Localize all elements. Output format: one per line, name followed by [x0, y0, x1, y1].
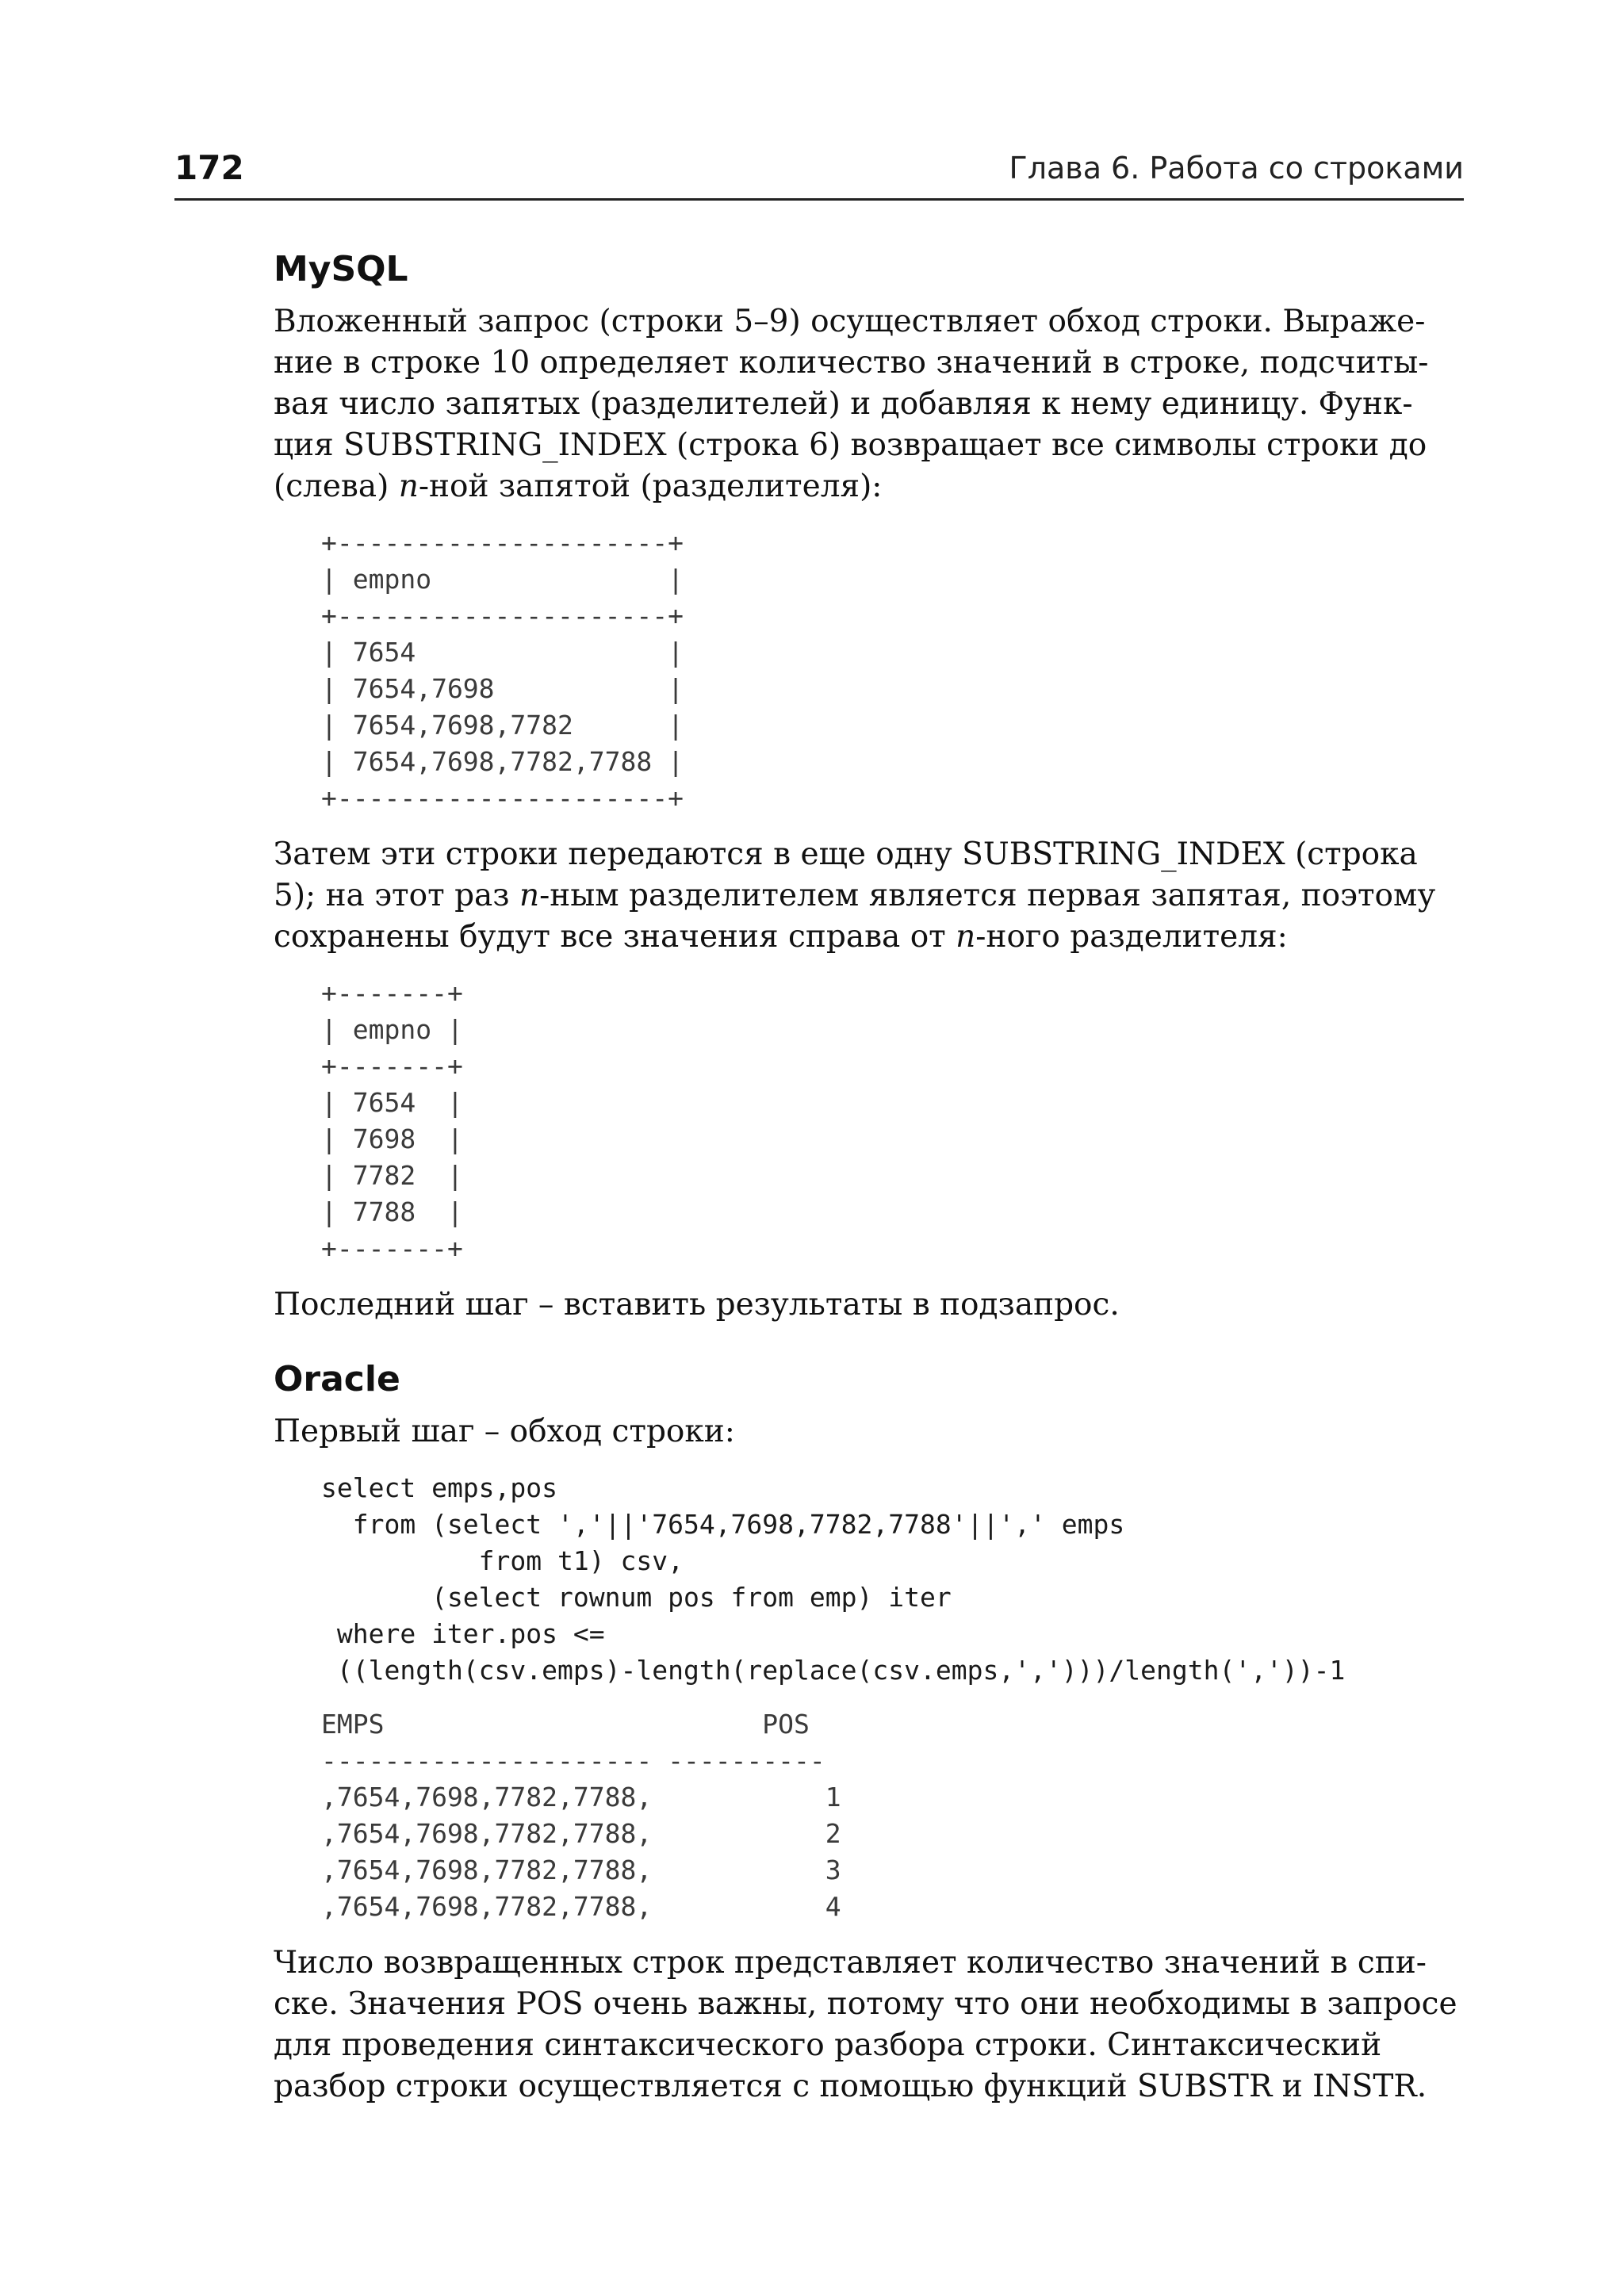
- mysql-paragraph-1: [274, 301, 1465, 507]
- table-line: | 7654,7698,7782,7788 |: [321, 746, 684, 777]
- text-fragment: -ным разделителем является первая запятая, поэтому: [539, 878, 1436, 913]
- table-line: | empno |: [321, 564, 684, 595]
- code-line: ((length(csv.emps)-length(replace(csv.emps,',')))/length(','))-1: [321, 1655, 1346, 1686]
- table-line: ,7654,7698,7782,7788, 2: [321, 1818, 841, 1849]
- table-line: --------------------- ----------: [321, 1745, 825, 1776]
- oracle-paragraph-1: Первый шаг – обход строки:: [274, 1414, 735, 1449]
- text-line: Затем эти строки передаются в еще одну SUBSTRING_INDEX (строка: [274, 836, 1418, 872]
- table-line: | 7654 |: [321, 637, 684, 668]
- text-line: для проведения синтаксического разбора строки. Синтаксический: [274, 2027, 1382, 2063]
- text-line: разбор строки осуществляется с помощью функций SUBSTR и INSTR.: [274, 2069, 1427, 2104]
- oracle-paragraph-2: [274, 1943, 1465, 2107]
- text-line: Число возвращенных строк представляет количество значений в спи-: [274, 1945, 1427, 1981]
- mysql-result-table-1: [274, 525, 1465, 817]
- text-line: ние в строке 10 определяет количество значений в строке, подсчиты-: [274, 345, 1429, 381]
- text-fragment: -ной запятой (разделителя):: [418, 469, 883, 504]
- text-line: ске. Значения POS очень важны, потому что они необходимы в запросе: [274, 1986, 1457, 2022]
- table-line: | 7788 |: [321, 1196, 463, 1227]
- table-line: +---------------------+: [321, 527, 684, 558]
- text-fragment: 5); на этот раз: [274, 878, 519, 913]
- table-line: +-------+: [321, 1233, 463, 1264]
- code-line: where iter.pos <=: [321, 1618, 605, 1649]
- table-line: +-------+: [321, 978, 463, 1009]
- text-line: Вложенный запрос (строки 5–9) осуществляет обход строки. Выраже-: [274, 304, 1426, 339]
- mysql-paragraph-3: Последний шаг – вставить результаты в подзапрос.: [274, 1287, 1120, 1323]
- code-line: select emps,pos: [321, 1472, 558, 1503]
- table-line: | empno |: [321, 1014, 463, 1045]
- oracle-result-table: [274, 1706, 1465, 1925]
- running-head: Глава 6. Работа со строками: [1009, 151, 1464, 186]
- section-heading-oracle: Oracle: [274, 1359, 400, 1399]
- table-line: | 7698 |: [321, 1124, 463, 1154]
- table-line: ,7654,7698,7782,7788, 3: [321, 1855, 841, 1885]
- table-line: +---------------------+: [321, 600, 684, 631]
- table-line: +-------+: [321, 1051, 463, 1081]
- mysql-result-table-2: [274, 975, 1465, 1267]
- page-header: [174, 144, 1464, 201]
- table-line: | 7654,7698,7782 |: [321, 710, 684, 741]
- text-fragment: (слева): [274, 469, 399, 504]
- page-content: [274, 243, 1465, 2107]
- mysql-paragraph-2: [274, 834, 1465, 958]
- text-line: ция SUBSTRING_INDEX (строка 6) возвращает все символы строки до: [274, 427, 1427, 463]
- table-line: +---------------------+: [321, 783, 684, 813]
- italic-variable: n: [956, 919, 976, 955]
- table-line: | 7654,7698 |: [321, 673, 684, 704]
- table-line: EMPS POS: [321, 1709, 810, 1740]
- text-line: вая число запятых (разделителей) и добавляя к нему единицу. Функ-: [274, 386, 1413, 422]
- code-line: from (select ','||'7654,7698,7782,7788'||',' emps: [321, 1509, 1125, 1540]
- oracle-sql-code: [274, 1470, 1465, 1689]
- section-heading-mysql: MySQL: [274, 249, 408, 289]
- table-line: ,7654,7698,7782,7788, 1: [321, 1782, 841, 1813]
- table-line: ,7654,7698,7782,7788, 4: [321, 1891, 841, 1922]
- table-line: | 7782 |: [321, 1160, 463, 1191]
- italic-variable: n: [398, 469, 419, 504]
- text-fragment: -ного разделителя:: [975, 919, 1288, 955]
- text-fragment: сохранены будут все значения справа от: [274, 919, 956, 955]
- page-number: 172: [174, 148, 244, 187]
- code-line: (select rownum pos from emp) iter: [321, 1582, 952, 1613]
- table-line: | 7654 |: [321, 1087, 463, 1118]
- italic-variable: n: [519, 878, 540, 913]
- code-line: from t1) csv,: [321, 1545, 684, 1576]
